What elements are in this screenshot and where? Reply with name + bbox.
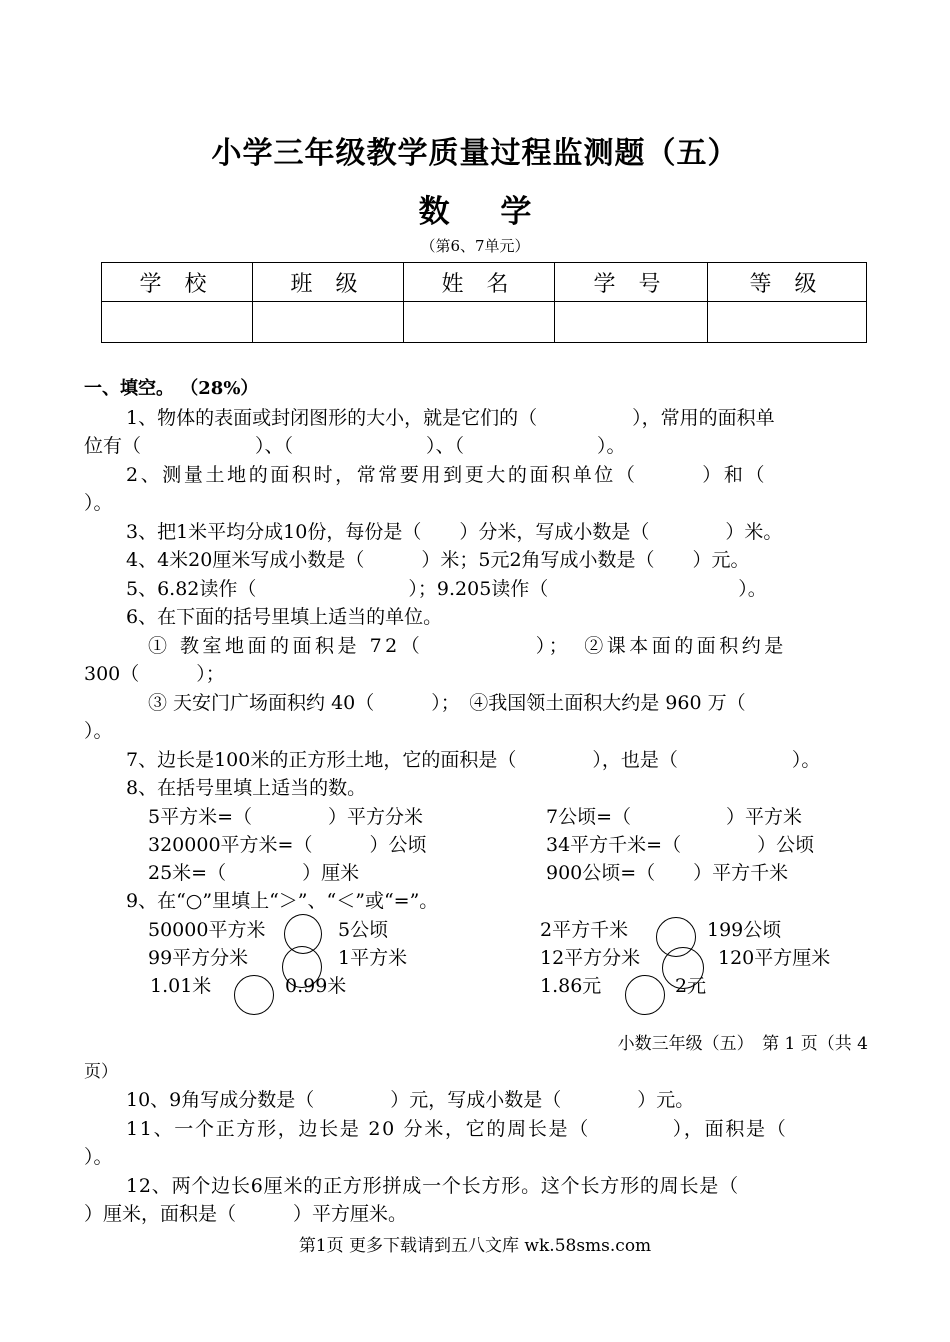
conversion-item: 320000平方米=（ ）公顷 — [148, 834, 427, 856]
question-9: 9、在“○”里填上“＞”、“＜”或“=”。 — [126, 890, 439, 912]
question-11-cont: ）。 — [84, 1146, 113, 1168]
student-id-cell[interactable] — [555, 302, 708, 343]
compare-left: 1.01米 — [150, 975, 212, 997]
question-3: 3、把1米平均分成10份，每份是（ ）分米，写成小数是（ ）米。 — [126, 521, 783, 543]
subject-title: 数 学 — [418, 194, 532, 230]
compare-circle[interactable] — [662, 947, 704, 989]
question-10: 10、9角写成分数是（ ）元，写成小数是（ ）元。 — [126, 1089, 695, 1111]
compare-right: 120平方厘米 — [718, 947, 831, 969]
section-heading: 一、填空。 （28%） — [84, 378, 259, 399]
compare-right: 0.99米 — [285, 975, 347, 997]
question-6: 6、在下面的括号里填上适当的单位。 — [126, 606, 443, 628]
question-8: 8、在括号里填上适当的数。 — [126, 777, 367, 799]
header-school: 学 校 — [102, 263, 253, 302]
question-5: 5、6.82读作（ ）；9.205读作（ ）。 — [126, 578, 767, 600]
conversion-item: 900公顷=（ ）平方千米 — [546, 862, 789, 884]
conversion-item: 25米=（ ）厘米 — [148, 862, 360, 884]
question-6-b-cont: ）。 — [84, 720, 113, 742]
question-12-cont: ）厘米，面积是（ ）平方厘米。 — [84, 1203, 408, 1225]
question-6-a: ① 教室地面的面积是 72（ ）； ②课本面的面积约是 — [148, 635, 787, 657]
conversion-item: 34平方千米=（ ）公顷 — [546, 834, 815, 856]
compare-circle[interactable] — [282, 946, 322, 988]
question-1-cont: 位有（ ）、（ ）、（ ）。 — [84, 435, 626, 457]
compare-right: 2元 — [675, 975, 707, 997]
compare-circle[interactable] — [625, 975, 665, 1015]
question-12: 12、两个边长6厘米的正方形拼成一个长方形。这个长方形的周长是（ — [126, 1175, 739, 1197]
question-2-cont: ）。 — [84, 492, 113, 514]
question-2: 2、测量土地的面积时，常常要用到更大的面积单位（ ）和（ — [126, 464, 768, 486]
compare-left: 99平方分米 — [148, 947, 249, 969]
compare-circle[interactable] — [234, 975, 274, 1015]
download-note: 第1页 更多下载请到五八文库 wk.58sms.com — [298, 1236, 652, 1256]
compare-right: 1平方米 — [338, 947, 408, 969]
question-6-b: ③ 天安门广场面积约 40（ ）； ④我国领土面积大约是 960 万（ — [148, 692, 746, 714]
compare-right: 5公顷 — [338, 919, 389, 941]
header-student-id: 学 号 — [555, 263, 708, 302]
header-grade: 等 级 — [708, 263, 867, 302]
unit-range: （第6、7单元） — [420, 237, 530, 255]
compare-left: 50000平方米 — [148, 919, 266, 941]
student-info-table — [101, 262, 867, 343]
question-4: 4、4米20厘米写成小数是（ ）米；5元2角写成小数是（ ）元。 — [126, 549, 750, 571]
name-cell[interactable] — [404, 302, 555, 343]
question-7: 7、边长是100米的正方形土地，它的面积是（ ），也是（ ）。 — [126, 749, 821, 771]
page-title: 小学三年级教学质量过程监测题（五） — [211, 136, 739, 171]
school-cell[interactable] — [102, 302, 253, 343]
page-number-note-cont: 页） — [84, 1062, 118, 1082]
grade-cell[interactable] — [708, 302, 867, 343]
header-class: 班 级 — [253, 263, 404, 302]
compare-left: 1.86元 — [540, 975, 602, 997]
compare-left: 12平方分米 — [540, 947, 641, 969]
header-name: 姓 名 — [404, 263, 555, 302]
class-cell[interactable] — [253, 302, 404, 343]
question-6-a-cont: 300（ ）； — [84, 663, 225, 685]
conversion-item: 5平方米=（ ）平方分米 — [148, 806, 424, 828]
conversion-item: 7公顷=（ ）平方米 — [546, 806, 803, 828]
page-number-note: 小数三年级（五） 第 1 页（共 4 — [617, 1034, 868, 1054]
compare-left: 2平方千米 — [540, 919, 629, 941]
compare-right: 199公顷 — [707, 919, 782, 941]
question-11: 11、一个正方形，边长是 20 分米，它的周长是（ ），面积是（ — [126, 1118, 788, 1140]
question-1: 1、物体的表面或封闭图形的大小，就是它们的（ ），常用的面积单 — [126, 407, 775, 429]
